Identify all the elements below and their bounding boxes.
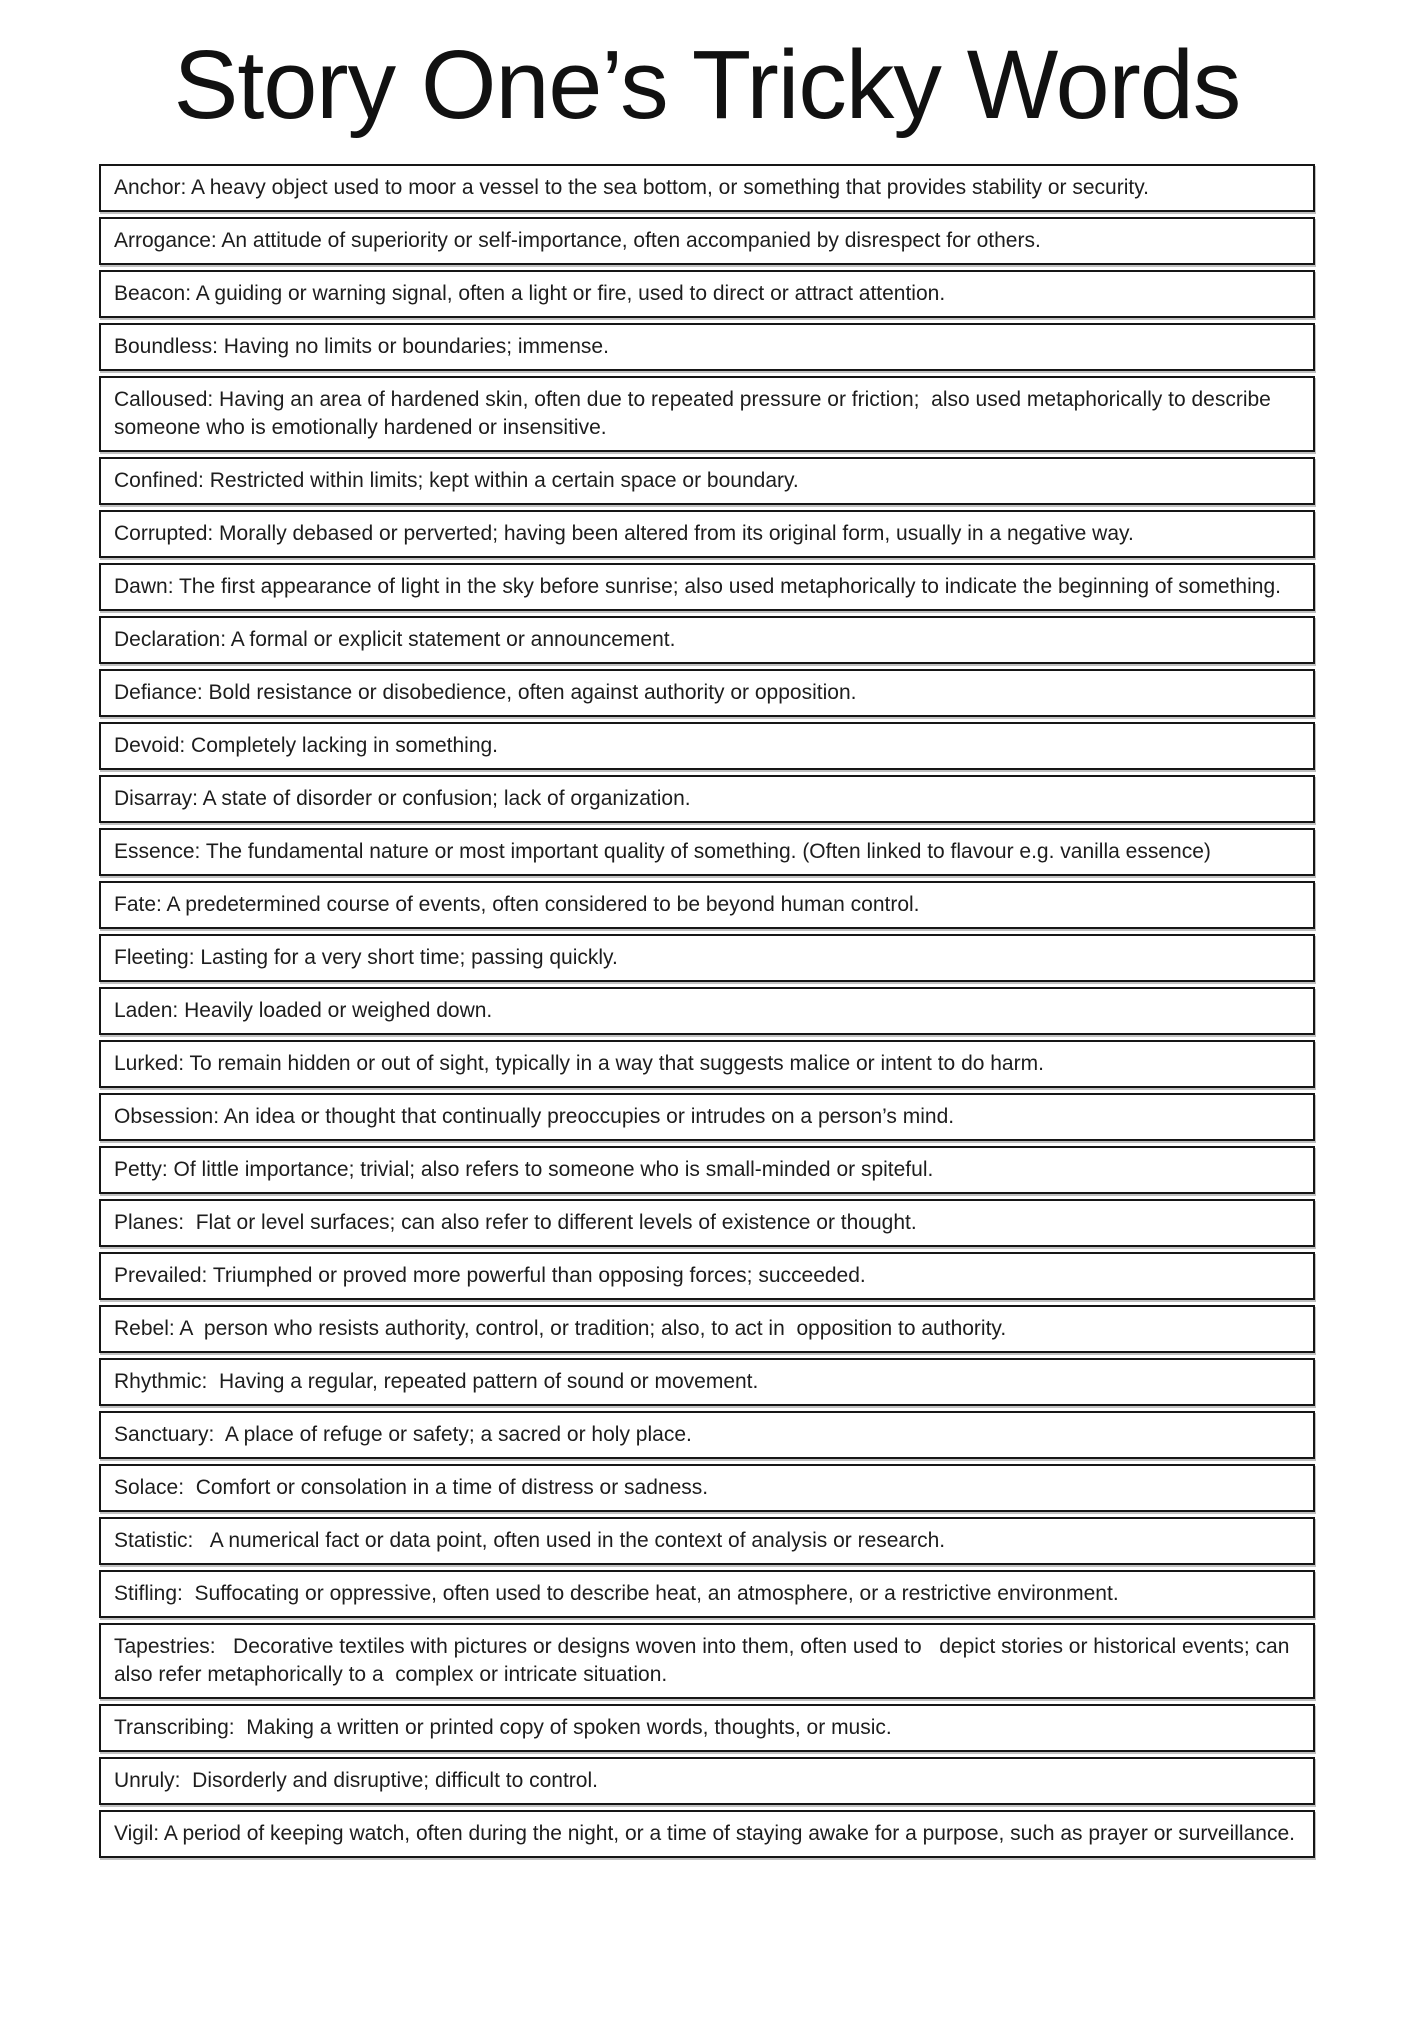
word-row-arrogance — [99, 217, 1315, 265]
word-definition-text: Devoid: Completely lacking in something. — [114, 734, 499, 757]
word-definition-text: Anchor: A heavy object used to moor a vessel to the sea bottom, or something that provides stability or security. — [114, 176, 1149, 199]
word-definition-text: Prevailed: Triumphed or proved more powerful than opposing forces; succeeded. — [114, 1264, 866, 1287]
word-row-petty — [99, 1146, 1315, 1194]
word-definition-text: Confined: Restricted within limits; kept within a certain space or boundary. — [114, 469, 799, 492]
word-definition-text: Petty: Of little importance; trivial; also refers to someone who is small-minded or spiteful. — [114, 1158, 934, 1181]
word-definition-text: Beacon: A guiding or warning signal, often a light or fire, used to direct or attract attention. — [114, 282, 946, 305]
word-definition-text: Essence: The fundamental nature or most important quality of something. (Often linked to flavour e.g. vanilla essence) — [114, 840, 1211, 863]
word-definition-text: Lurked: To remain hidden or out of sight, typically in a way that suggests malice or intent to do harm. — [114, 1052, 1044, 1075]
word-row-disarray — [99, 775, 1315, 823]
word-row-statistic — [99, 1517, 1315, 1565]
word-row-corrupted — [99, 510, 1315, 558]
word-row-rhythmic — [99, 1358, 1315, 1406]
worksheet-page — [99, 32, 1315, 1858]
word-row-boundless — [99, 323, 1315, 371]
word-row-calloused — [99, 376, 1315, 452]
word-row-tapestries — [99, 1623, 1315, 1699]
word-definition-text: Laden: Heavily loaded or weighed down. — [114, 999, 493, 1022]
word-definition-text: Fleeting: Lasting for a very short time; passing quickly. — [114, 946, 618, 969]
word-definition-text: Unruly: Disorderly and disruptive; difficult to control. — [114, 1769, 598, 1792]
word-row-laden — [99, 987, 1315, 1035]
word-row-transcribing — [99, 1704, 1315, 1752]
word-row-stifling — [99, 1570, 1315, 1618]
word-row-unruly — [99, 1757, 1315, 1805]
word-definition-text: Transcribing: Making a written or printed copy of spoken words, thoughts, or music. — [114, 1716, 892, 1739]
word-row-declaration — [99, 616, 1315, 664]
word-definition-text: Solace: Comfort or consolation in a time of distress or sadness. — [114, 1476, 709, 1499]
word-definition-text: Boundless: Having no limits or boundaries; immense. — [114, 335, 609, 358]
word-row-fate — [99, 881, 1315, 929]
word-list — [99, 164, 1315, 1858]
word-row-defiance — [99, 669, 1315, 717]
word-definition-text: Defiance: Bold resistance or disobedience, often against authority or opposition. — [114, 681, 857, 704]
word-definition-text: Disarray: A state of disorder or confusion; lack of organization. — [114, 787, 691, 810]
word-row-prevailed — [99, 1252, 1315, 1300]
word-definition-text: Stifling: Suffocating or oppressive, often used to describe heat, an atmosphere, or a restrictive environment. — [114, 1582, 1119, 1605]
word-row-essence — [99, 828, 1315, 876]
word-definition-text: Tapestries: Decorative textiles with pictures or designs woven into them, often used to depict stories or historical events; can also refer metaphorically to a complex or intricate situation. — [114, 1635, 1296, 1686]
word-definition-text: Fate: A predetermined course of events, often considered to be beyond human control. — [114, 893, 920, 916]
word-definition-text: Planes: Flat or level surfaces; can also refer to different levels of existence or thought. — [114, 1211, 917, 1234]
word-definition-text: Calloused: Having an area of hardened skin, often due to repeated pressure or friction; also used metaphorically to describe someone who is emotionally hardened or insensitive. — [114, 388, 1277, 439]
word-definition-text: Rhythmic: Having a regular, repeated pattern of sound or movement. — [114, 1370, 759, 1393]
word-definition-text: Declaration: A formal or explicit statement or announcement. — [114, 628, 676, 651]
word-definition-text: Vigil: A period of keeping watch, often during the night, or a time of staying awake for a purpose, such as prayer or surveillance. — [114, 1822, 1295, 1845]
word-definition-text: Statistic: A numerical fact or data point, often used in the context of analysis or research. — [114, 1529, 946, 1552]
word-row-rebel — [99, 1305, 1315, 1353]
word-definition-text: Sanctuary: A place of refuge or safety; a sacred or holy place. — [114, 1423, 692, 1446]
word-row-dawn — [99, 563, 1315, 611]
word-row-lurked — [99, 1040, 1315, 1088]
word-row-vigil — [99, 1810, 1315, 1858]
word-definition-text: Rebel: A person who resists authority, control, or tradition; also, to act in opposition to authority. — [114, 1317, 1007, 1340]
word-definition-text: Corrupted: Morally debased or perverted; having been altered from its original form, usually in a negative way. — [114, 522, 1134, 545]
word-row-obsession — [99, 1093, 1315, 1141]
word-definition-text: Obsession: An idea or thought that continually preoccupies or intrudes on a person’s mind. — [114, 1105, 955, 1128]
word-row-confined — [99, 457, 1315, 505]
word-definition-text: Arrogance: An attitude of superiority or self-importance, often accompanied by disrespect for others. — [114, 229, 1041, 252]
word-definition-text: Dawn: The first appearance of light in the sky before sunrise; also used metaphorically to indicate the beginning of something. — [114, 575, 1281, 598]
word-row-sanctuary — [99, 1411, 1315, 1459]
word-row-devoid — [99, 722, 1315, 770]
word-row-solace — [99, 1464, 1315, 1512]
word-row-planes — [99, 1199, 1315, 1247]
word-row-beacon — [99, 270, 1315, 318]
word-row-fleeting — [99, 934, 1315, 982]
word-row-anchor — [99, 164, 1315, 212]
page-title: Story One’s Tricky Words — [173, 30, 1241, 139]
